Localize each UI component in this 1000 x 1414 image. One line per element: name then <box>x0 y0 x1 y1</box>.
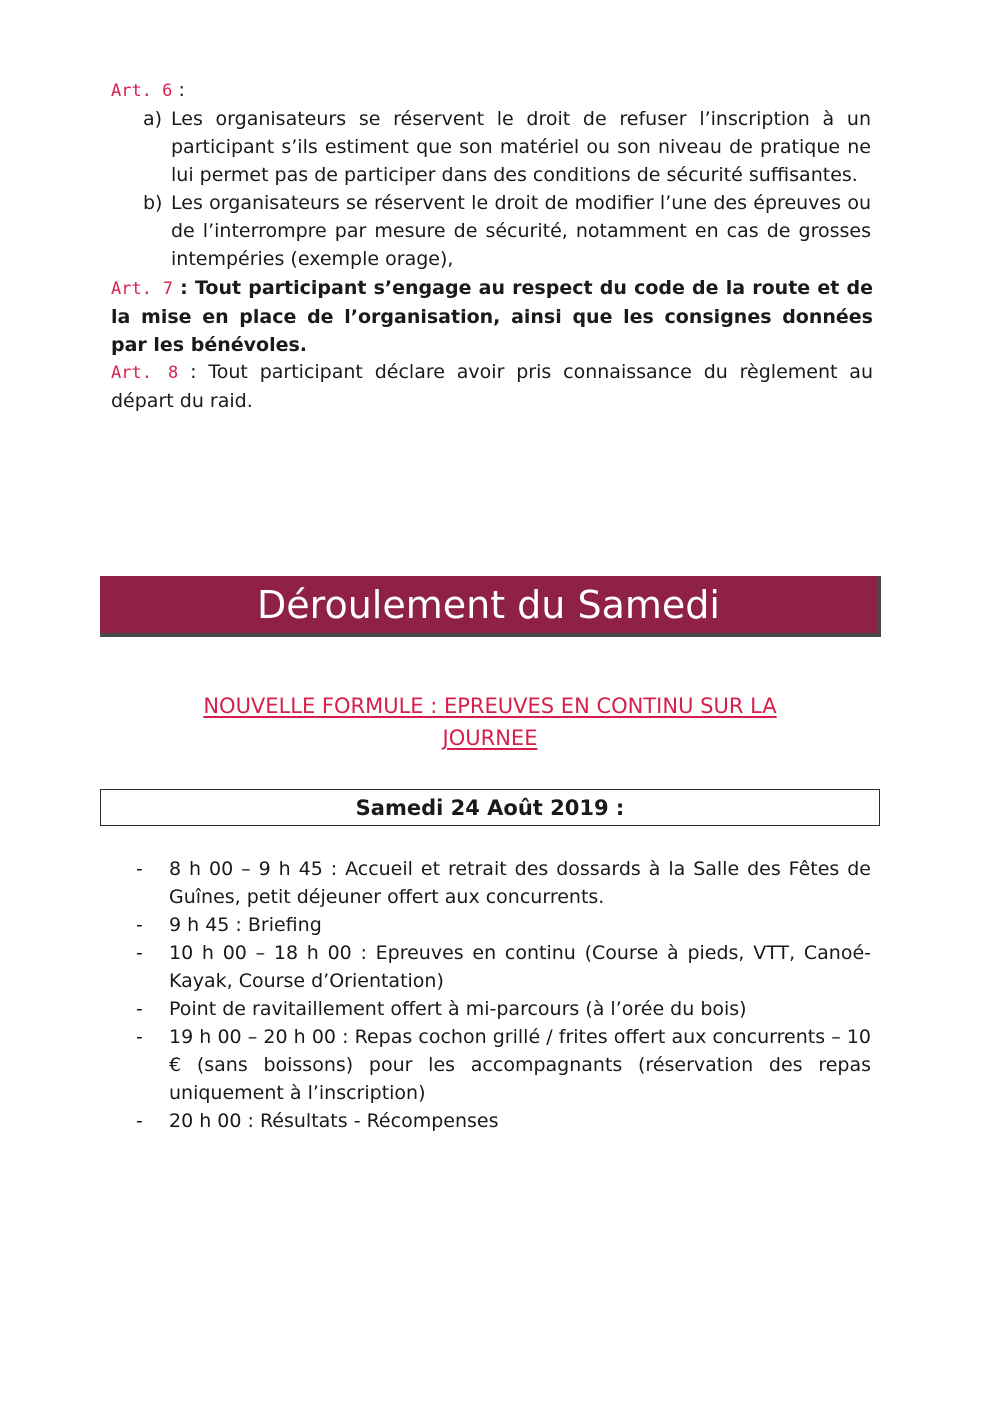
schedule-item-text: 8 h 00 – 9 h 45 : Accueil et retrait des dossards à la Salle des Fêtes de Guînes, petit déjeuner offert aux concurrents. <box>169 858 871 908</box>
schedule-item-text: 9 h 45 : Briefing <box>169 914 322 936</box>
article-8-label: Art. 8 <box>111 363 179 383</box>
article-7 <box>111 274 873 359</box>
formula-subtitle <box>120 690 860 754</box>
article-6-item-b <box>111 189 881 273</box>
date-box-text: Samedi 24 Août 2019 : <box>355 795 625 820</box>
schedule-item <box>136 1107 871 1135</box>
date-box <box>100 789 880 826</box>
article-7-text: Tout participant s’engage au respect du code de la route et de la mise en place de l’organisation, ainsi que les consignes données par les bénévoles. <box>111 277 873 356</box>
article-6-item-b-letter: b) <box>143 192 163 214</box>
schedule-dash: - <box>136 858 143 880</box>
formula-subtitle-line-2: JOURNEE <box>442 726 538 750</box>
article-6-list <box>111 105 881 273</box>
schedule-dash: - <box>136 942 143 964</box>
schedule-item-text: 19 h 00 – 20 h 00 : Repas cochon grillé / frites offert aux concurrents – 10 € (sans boissons) pour les accompagnants (réservation des repas uniquement à l’inscription) <box>169 1026 871 1104</box>
article-6-item-a-text: Les organisateurs se réservent le droit de refuser l’inscription à un participant s’ils estiment que son matériel ou son niveau de pratique ne lui permet pas de participer dans des conditions de sécurité suffisantes. <box>171 108 871 186</box>
schedule-item <box>136 1023 871 1107</box>
article-7-separator: : <box>172 277 195 299</box>
article-6-separator: : <box>172 79 185 101</box>
article-8-text: Tout participant déclare avoir pris connaissance du règlement au départ du raid. <box>111 361 873 412</box>
article-6 <box>111 76 881 273</box>
schedule-item <box>136 855 871 911</box>
article-7-label: Art. 7 <box>111 279 173 299</box>
schedule-list <box>136 855 871 1135</box>
article-8-separator: : <box>178 361 209 383</box>
article-6-item-a <box>111 105 881 189</box>
schedule-dash: - <box>136 1110 143 1132</box>
article-6-item-b-text: Les organisateurs se réservent le droit de modifier l’une des épreuves ou de l’interrompre par mesure de sécurité, notamment en cas de grosses intempéries (exemple orage), <box>171 192 871 270</box>
schedule-item <box>136 995 871 1023</box>
schedule-item <box>136 911 871 939</box>
schedule-item-text: Point de ravitaillement offert à mi-parcours (à l’orée du bois) <box>169 998 747 1020</box>
schedule-item-text: 10 h 00 – 18 h 00 : Epreuves en continu (Course à pieds, VTT, Canoé-Kayak, Course d’Orientation) <box>169 942 871 992</box>
article-6-label: Art. 6 <box>111 81 173 101</box>
article-6-heading <box>111 76 881 105</box>
schedule-dash: - <box>136 1026 143 1048</box>
schedule-item <box>136 939 871 995</box>
section-title: Déroulement du Samedi <box>257 582 720 627</box>
formula-subtitle-line-1: NOUVELLE FORMULE : EPREUVES EN CONTINU SUR LA <box>203 694 777 718</box>
article-8 <box>111 358 873 415</box>
schedule-dash: - <box>136 914 143 936</box>
schedule-item-text: 20 h 00 : Résultats - Récompenses <box>169 1110 499 1132</box>
section-banner <box>100 576 881 637</box>
article-6-item-a-letter: a) <box>143 108 163 130</box>
schedule-dash: - <box>136 998 143 1020</box>
